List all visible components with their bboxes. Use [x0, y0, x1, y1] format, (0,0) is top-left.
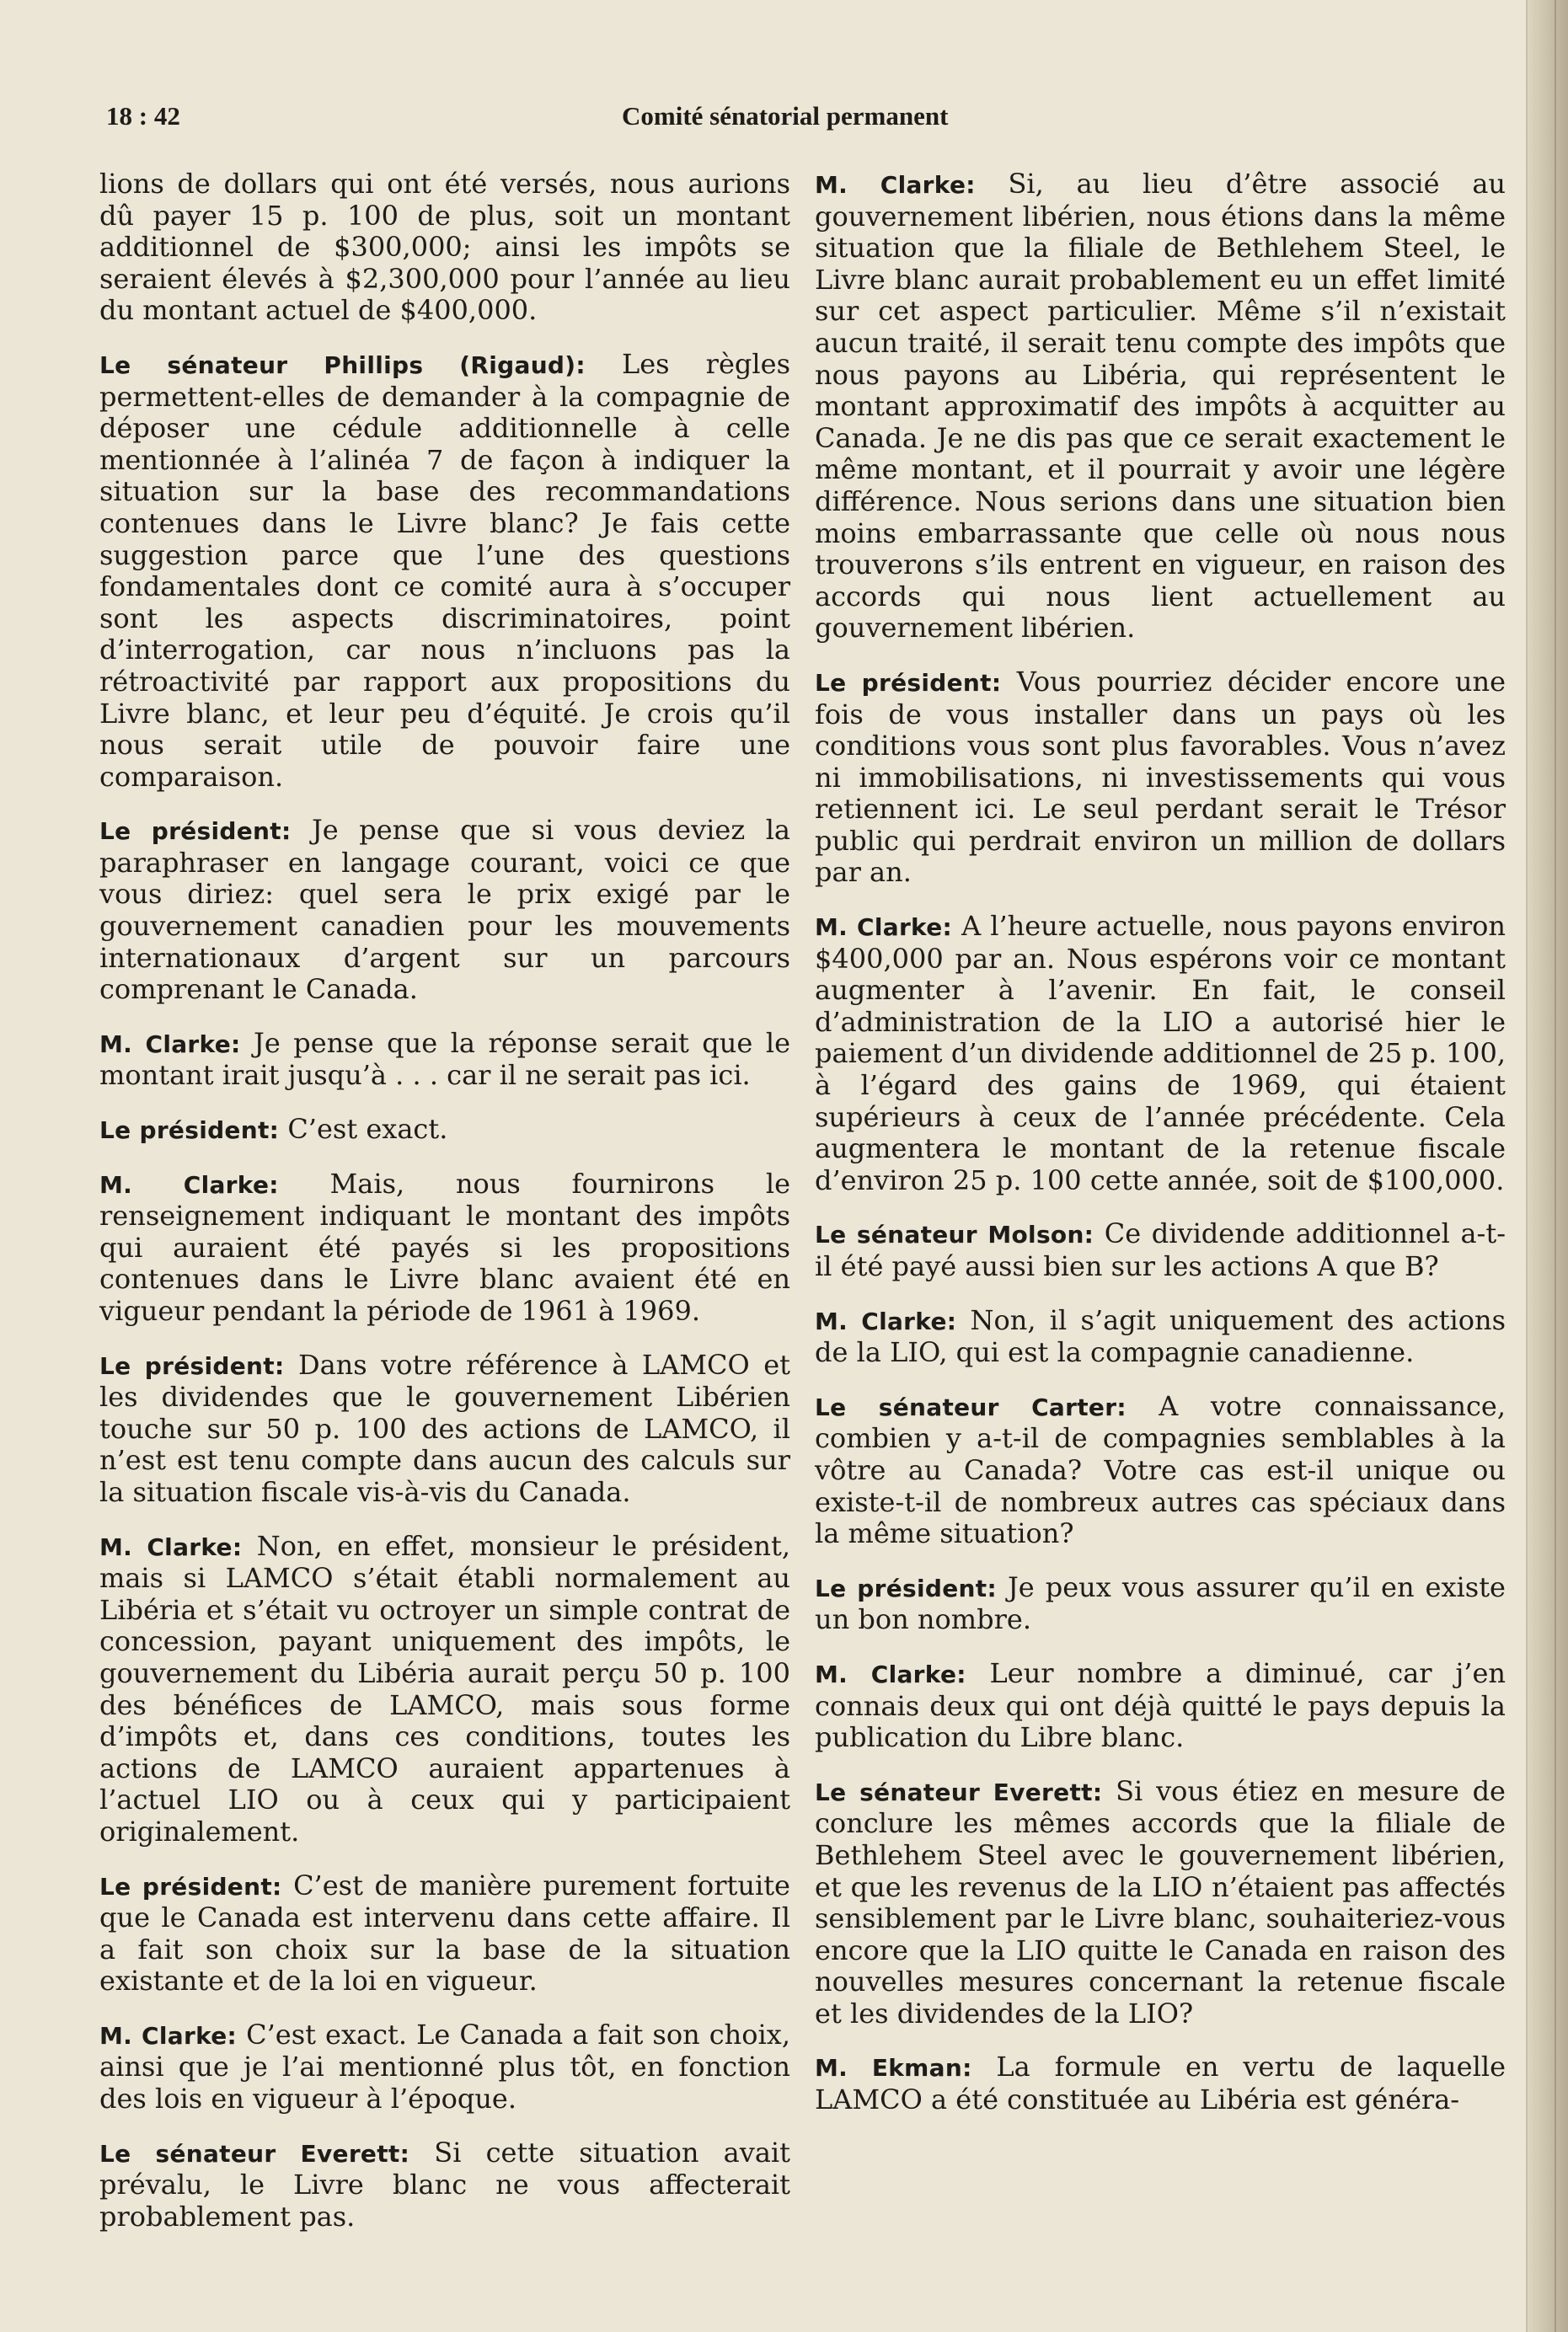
- paragraph: [99, 2137, 790, 2233]
- paragraph-text: Ce dividende additionnel a-t-il été payé aussi bien sur les actions A que B?: [815, 1217, 1506, 1282]
- paragraph: [815, 168, 1506, 645]
- speaker-name: Le président:: [815, 1574, 997, 1602]
- paragraph-text: A l’heure actuelle, nous payons environ $400,000 par an. Nous espérons voir ce montant augmenter à l’avenir. En fait, le conseil d’administration de la LIO a autorisé hier le paiement d’un dividende additionnel de 25 p. 100, à l’égard des gains de 1969, qui étaient supérieurs à ceux de l’année précédente. Cela augmentera le montant de la retenue fiscale d’environ 25 p. 100 cette année, soit de $100,000.: [815, 910, 1506, 1196]
- speaker-name: M. Clarke:: [815, 171, 976, 199]
- speaker-name: M. Ekman:: [815, 2054, 972, 2083]
- paragraph-text: C’est exact. Le Canada a fait son choix, ainsi que je l’ai mentionné plus tôt, en fonction des lois en vigueur à l’époque.: [99, 2018, 791, 2115]
- paragraph-text: Leur nombre a diminué, car j’en connais deux qui ont déjà quitté le pays depuis la publication du Libre blanc.: [815, 1656, 1506, 1754]
- speaker-name: Le sénateur Everett:: [99, 2139, 410, 2168]
- paragraph: [99, 1114, 790, 1147]
- speaker-name: Le sénateur Everett:: [815, 1778, 1103, 1806]
- paragraph-text: Les règles permettent-elles de demander à la compagnie de déposer une cédule additionnelle à celle mentionnée à l’alinéa 7 de façon à indiquer la situation sur la base des recommandations contenues dans le Livre blanc? Je fais cette suggestion parce que l’une des questions fondamentales dont ce comité aura à s’occuper sont les aspects discriminatoires, point d’interrogation, car nous n’incluons pas la rétroactivité par rapport aux propositions du Livre blanc, et leur peu d’équité. Je crois qu’il nous serait utile de pouvoir faire une comparaison.: [99, 347, 790, 793]
- speaker-name: Le sénateur Carter:: [815, 1393, 1126, 1421]
- speaker-name: M. Clarke:: [815, 913, 953, 942]
- paragraph: [99, 1028, 790, 1092]
- paragraph-text: Dans votre référence à LAMCO et les dividendes que le gouvernement Libérien touche sur 50 p. 100 des actions de LAMCO, il n’est est tenu compte dans aucun des calculs sur la situation fiscale vis-à-vis du Canada.: [99, 1348, 790, 1508]
- paragraph-text: lions de dollars qui ont été versés, nous aurions dû payer 15 p. 100 de plus, soit un montant additionnel de $300,000; ainsi les impôts se seraient élevés à $2,300,000 pour l’année au lieu du montant actuel de $400,000.: [99, 168, 790, 327]
- paragraph: [815, 2051, 1506, 2115]
- left-column: [99, 168, 790, 2254]
- paragraph: [99, 1169, 790, 1328]
- paragraph-text: Mais, nous fournirons le renseignement indiquant le montant des impôts qui auraient été payés si les propositions contenues dans le Livre blanc avaient été en vigueur pendant la période de 1961 à 1969.: [99, 1167, 791, 1327]
- speaker-name: Le président:: [99, 817, 292, 846]
- paragraph-text: Vous pourriez décider encore une fois de vous installer dans un pays où les conditions vous sont plus favorables. Vous n’avez ni immobilisations, ni investissements qui vous retiennent ici. Le seul perdant serait le Trésor public qui perdrait environ un million de dollars par an.: [815, 665, 1506, 889]
- paragraph: [99, 815, 790, 1006]
- paragraph-text: Je pense que si vous deviez la paraphraser en langage courant, voici ce que vous diriez: quel sera le prix exigé par le gouvernement canadien pour les mouvements internationaux d’argent sur un parcours comprenant le Canada.: [99, 814, 791, 1006]
- paragraph: [99, 1531, 790, 1848]
- paragraph: [815, 1572, 1506, 1636]
- paragraph-text: Si cette situation avait prévalu, le Livre blanc ne vous affecterait probablement pas.: [99, 2136, 790, 2233]
- paragraph: [815, 1776, 1506, 2030]
- paragraph: [815, 1218, 1506, 1282]
- paragraph: [99, 349, 790, 793]
- page-header: [106, 101, 1498, 142]
- paragraph-text: C’est exact.: [279, 1113, 448, 1146]
- speaker-name: Le sénateur Molson:: [815, 1221, 1094, 1249]
- paragraph-text: Je pense que la réponse serait que le montant irait jusqu’à . . . car il ne serait pas ici.: [99, 1026, 791, 1092]
- paragraph-text: Non, en effet, monsieur le président, mais si LAMCO s’était établi normalement au Libéria et s’était vu octroyer un simple contrat de concession, payant uniquement des impôts, le gouvernement du Libéria aurait perçu 50 p. 100 des bénéfices de LAMCO, mais sous forme d’impôts et, dans ces conditions, toutes les actions de LAMCO auraient appartenues à l’actuel LIO ou à ceux qui y participaient originalement.: [99, 1529, 791, 1848]
- paragraph-text: A votre connaissance, combien y a-t-il de compagnies semblables à la vôtre au Canada? Votre cas est-il unique ou existe-t-il de nombreux autres cas spéciaux dans la même situation?: [815, 1389, 1506, 1550]
- paragraph-text: La formule en vertu de laquelle LAMCO a été constituée au Libéria est généra-: [815, 2051, 1506, 2116]
- speaker-name: M. Clarke:: [99, 2021, 238, 2050]
- speaker-name: M. Clarke:: [99, 1532, 243, 1561]
- right-column: [815, 168, 1506, 2138]
- running-title: Comité sénatorial permanent: [622, 101, 949, 131]
- paragraph: [99, 168, 790, 327]
- speaker-name: M. Clarke:: [99, 1170, 279, 1199]
- paragraph: [815, 1305, 1506, 1369]
- paragraph-text: Non, il s’agit uniquement des actions de la LIO, qui est la compagnie canadienne.: [815, 1303, 1506, 1369]
- paragraph: [815, 1391, 1506, 1550]
- speaker-name: Le président:: [99, 1872, 282, 1901]
- paragraph: [815, 666, 1506, 889]
- paragraph-text: Si vous étiez en mesure de conclure les mêmes accords que la filiale de Bethlehem Steel avec le gouvernement libérien, et que les revenus de la LIO n’étaient pas affectés sensiblement par le Livre blanc, souhaiteriez-vous encore que la LIO quitte le Canada en raison des nouvelles mesures concernant la retenue fiscale et les dividendes de la LIO?: [815, 1774, 1506, 2030]
- speaker-name: M. Clarke:: [99, 1030, 241, 1058]
- page-number: 18 : 42: [106, 101, 180, 131]
- paragraph-text: Si, au lieu d’être associé au gouvernement libérien, nous étions dans la même situation que la filiale de Bethlehem Steel, le Livre blanc aurait probablement eu un effet limité sur cet aspect particulier. Même s’il n’existait aucun traité, il serait tenu compte des impôts que nous payons au Libéria, qui représentent le montant approximatif des impôts à acquitter au Canada. Je ne dis pas que ce serait exactement le même montant, et il pourrait y avoir une légère différence. Nous serions dans une situation bien moins embarrassante que celle où nous nous trouverons s’ils entrent en vigueur, en raison des accords qui nous lient actuellement au gouvernement libérien.: [815, 168, 1506, 645]
- paragraph: [99, 1870, 790, 1998]
- paragraph: [815, 911, 1506, 1196]
- paragraph: [99, 2019, 790, 2115]
- paragraph: [99, 1350, 790, 1509]
- speaker-name: M. Clarke:: [815, 1660, 966, 1688]
- speaker-name: Le président:: [815, 668, 1002, 697]
- paragraph-text: Je peux vous assurer qu’il en existe un bon nombre.: [815, 1570, 1506, 1636]
- page-edge: [1526, 0, 1568, 2332]
- paragraph: [815, 1658, 1506, 1754]
- paragraph-text: C’est de manière purement fortuite que le Canada est intervenu dans cette affaire. Il a fait son choix sur la base de la situation existante et de la loi en vigueur.: [99, 1869, 790, 1998]
- speaker-name: Le président:: [99, 1116, 280, 1145]
- speaker-name: M. Clarke:: [815, 1307, 957, 1335]
- speaker-name: Le président:: [99, 1351, 285, 1380]
- speaker-name: Le sénateur Phillips (Rigaud):: [99, 350, 586, 379]
